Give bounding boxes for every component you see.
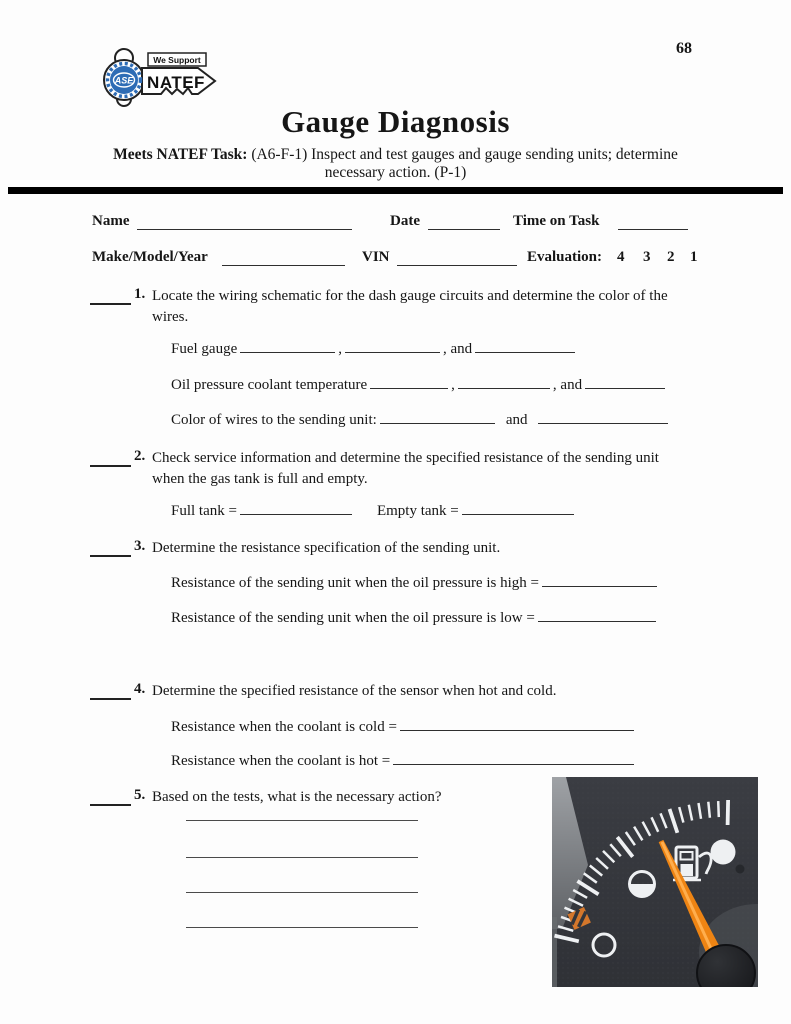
make-model-year-blank bbox=[222, 249, 345, 266]
answer-line-3 bbox=[186, 892, 418, 893]
evaluation-score-2: 2 bbox=[667, 249, 675, 265]
question-5-grade-blank bbox=[90, 789, 131, 806]
question-4-line1: Determine the specified resistance of the sensor when hot and cold. bbox=[152, 683, 557, 699]
answer-line-1 bbox=[186, 820, 418, 821]
natef-key-icon bbox=[98, 44, 220, 108]
time-on-task-blank bbox=[618, 213, 688, 230]
header-row-2 bbox=[0, 249, 791, 271]
wire-color-label: Color of wires to the sending unit: bbox=[171, 412, 377, 428]
pressure-high-label: Resistance of the sending unit when the oil pressure is high = bbox=[171, 575, 539, 591]
fuel-wire-blank-1 bbox=[240, 338, 335, 353]
fuel-gauge-label: Fuel gauge bbox=[171, 341, 238, 357]
question-1-number: 1. bbox=[134, 286, 146, 302]
comma: , bbox=[451, 377, 455, 393]
evaluation-score-3: 3 bbox=[643, 249, 651, 265]
oil-wire-blank-2 bbox=[458, 374, 550, 389]
pressure-high-blank bbox=[542, 572, 657, 587]
evaluation-score-4: 4 bbox=[617, 249, 625, 265]
coolant-hot-line bbox=[171, 750, 637, 770]
page-title: Gauge Diagnosis bbox=[281, 104, 510, 139]
question-2-text bbox=[152, 448, 732, 490]
question-5-number: 5. bbox=[134, 787, 146, 803]
make-model-year-label: Make/Model/Year bbox=[92, 249, 208, 265]
evaluation-label: Evaluation: bbox=[527, 249, 603, 265]
question-3-line1: Determine the resistance specification of the sending unit. bbox=[152, 540, 501, 556]
question-2-line1: Check service information and determine the specified resistance of the sending unit bbox=[152, 450, 659, 466]
tank-resistance-line bbox=[171, 500, 577, 520]
answer-line-4 bbox=[186, 927, 418, 928]
full-tank-label: Full tank = bbox=[171, 503, 237, 519]
question-3-number: 3. bbox=[134, 538, 146, 554]
sending-wire-blank-2 bbox=[538, 409, 668, 424]
empty-tank-label: Empty tank = bbox=[376, 503, 459, 519]
time-on-task-label: Time on Task bbox=[513, 213, 600, 229]
logo-tagline: We Support bbox=[153, 55, 201, 65]
and-label: , and bbox=[552, 377, 583, 393]
task-text: (A6-F-1) Inspect and test gauges and gauge sending units; determine bbox=[251, 146, 678, 163]
task-label: Meets NATEF Task: bbox=[113, 146, 248, 163]
header-row-1 bbox=[0, 213, 791, 235]
oil-pressure-low-line bbox=[171, 607, 659, 627]
oil-pressure-wires-line bbox=[171, 374, 668, 394]
natef-logo bbox=[98, 44, 220, 108]
full-circle-icon bbox=[711, 840, 736, 865]
answer-line-2 bbox=[186, 857, 418, 858]
evaluation-score-1: 1 bbox=[690, 249, 698, 265]
coolant-hot-blank bbox=[393, 750, 634, 765]
oil-pressure-label: Oil pressure coolant temperature bbox=[171, 377, 368, 393]
question-2-number: 2. bbox=[134, 448, 146, 464]
comma: , bbox=[338, 341, 342, 357]
fuel-wire-blank-3 bbox=[475, 338, 575, 353]
pressure-low-label: Resistance of the sending unit when the oil pressure is low = bbox=[171, 610, 535, 626]
header-divider bbox=[8, 187, 783, 194]
question-5-line1: Based on the tests, what is the necessary action? bbox=[152, 789, 442, 805]
oil-wire-blank-3 bbox=[585, 374, 665, 389]
page-number: 68 bbox=[676, 40, 692, 57]
date-blank bbox=[428, 213, 500, 230]
fuel-gauge-illustration bbox=[552, 777, 758, 987]
question-4-grade-blank bbox=[90, 683, 131, 700]
fuel-gauge-wires-line bbox=[171, 338, 578, 358]
ase-logo-text: ASE bbox=[114, 75, 134, 86]
empty-tank-blank bbox=[462, 500, 574, 515]
vin-label: VIN bbox=[362, 249, 390, 265]
question-1-grade-blank bbox=[90, 288, 131, 305]
coolant-cold-label: Resistance when the coolant is cold = bbox=[171, 719, 397, 735]
coolant-cold-blank bbox=[400, 716, 634, 731]
question-3-grade-blank bbox=[90, 540, 131, 557]
date-label: Date bbox=[390, 213, 420, 229]
question-4-number: 4. bbox=[134, 681, 146, 697]
full-tank-blank bbox=[240, 500, 352, 515]
question-4-text bbox=[152, 681, 732, 702]
question-1-text bbox=[152, 286, 732, 328]
question-2-grade-blank bbox=[90, 450, 131, 467]
and-label: , and bbox=[442, 341, 473, 357]
fuel-gauge-photo bbox=[552, 777, 758, 987]
oil-wire-blank-1 bbox=[370, 374, 448, 389]
vin-blank bbox=[397, 249, 517, 266]
sending-wire-blank-1 bbox=[380, 409, 495, 424]
question-1-line2: wires. bbox=[152, 309, 189, 325]
name-blank bbox=[137, 213, 352, 230]
pressure-low-blank bbox=[538, 607, 656, 622]
name-label: Name bbox=[92, 213, 130, 229]
oil-pressure-high-line bbox=[171, 572, 660, 592]
and-label: and bbox=[505, 412, 528, 428]
question-2-line2: when the gas tank is full and empty. bbox=[152, 471, 368, 487]
fuel-wire-blank-2 bbox=[345, 338, 440, 353]
sending-unit-wires-line bbox=[171, 409, 671, 429]
question-3-text bbox=[152, 538, 732, 559]
screw-hole bbox=[736, 865, 745, 874]
natef-task-line2: necessary action. (P-1) bbox=[324, 164, 467, 181]
coolant-cold-line bbox=[171, 716, 637, 736]
natef-task-line1 bbox=[0, 146, 791, 164]
question-1-line1: Locate the wiring schematic for the dash gauge circuits and determine the color of the bbox=[152, 288, 668, 304]
coolant-hot-label: Resistance when the coolant is hot = bbox=[171, 753, 391, 769]
logo-org-name: NATEF bbox=[147, 73, 205, 92]
